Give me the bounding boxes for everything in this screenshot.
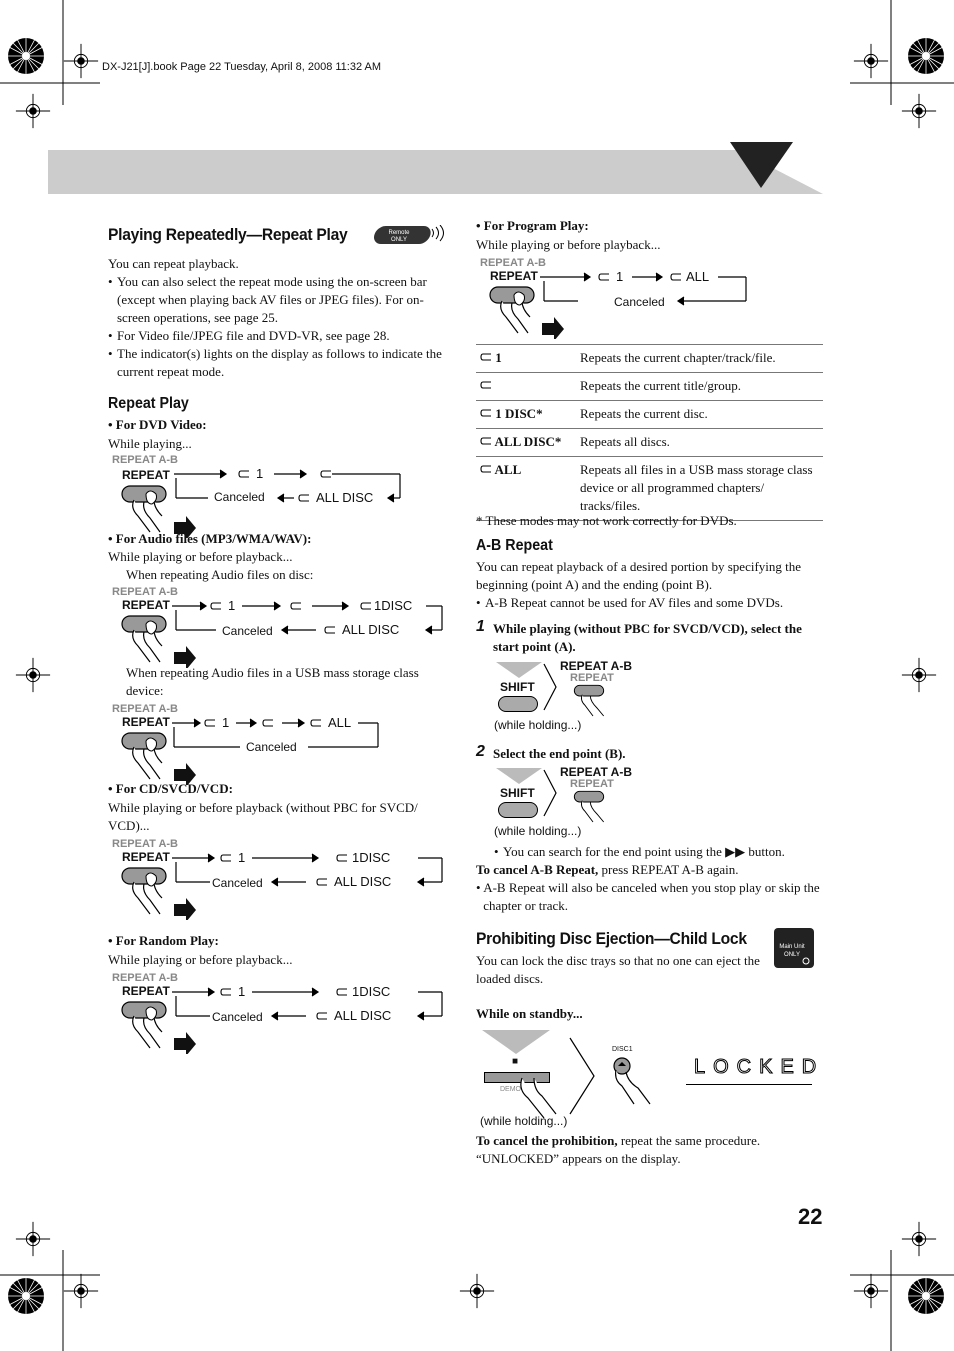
canceled-label: Canceled xyxy=(214,490,265,504)
header-band xyxy=(48,140,828,200)
ab-bullet: • A-B Repeat cannot be used for AV files and some DVDs. xyxy=(476,595,784,610)
standby-label: While on standby... xyxy=(476,1006,583,1021)
table-row xyxy=(476,429,823,457)
flow-lines xyxy=(112,703,412,775)
bullet-item: For Video file/JPEG file and DVD-VR, see page 28. xyxy=(117,328,390,343)
table-row xyxy=(476,345,823,373)
canceled-label: Canceled xyxy=(614,295,665,309)
stop-symbol: ■ xyxy=(512,1056,519,1067)
ab-bullet-text: A-B Repeat cannot be used for AV files and some DVDs. xyxy=(485,595,784,610)
cd-repeat-diagram xyxy=(112,838,452,910)
bullet-list: • You can also select the repeat mode using the on-screen bar (except when playing back AV files or JPEG files). For on-screen operations, see page 25. • For Video file/JPEG file and DVD-VR, see page 28. • The indicator(s) lights on the display as follows to indicate the current repeat mode. xyxy=(108,273,456,381)
shift-ab-diagram-1 xyxy=(490,658,650,738)
press-down-arrow-icon xyxy=(494,660,544,680)
mode-one-disc: 1DISC xyxy=(374,598,413,613)
flow-lines xyxy=(112,586,452,658)
mode-one: 1 xyxy=(616,269,624,284)
repeat-label: REPEAT xyxy=(122,984,170,998)
cancel-ab-rest: press REPEAT A-B again. xyxy=(598,862,739,877)
demo-label: DEMO xyxy=(500,1086,521,1093)
desc-cell: Repeats all discs. xyxy=(576,429,823,457)
section-title-repeat-play: Playing Repeatedly—Repeat Play xyxy=(108,225,348,244)
random-label: • For Random Play: xyxy=(108,933,219,948)
repeat-label: REPEAT xyxy=(122,850,170,864)
audio-label: • For Audio files (MP3/WMA/WAV): xyxy=(108,531,312,546)
bullet-item: You can also select the repeat mode using the on-screen bar (except when playing back AV files or JPEG files). For on-screen operations, see page 25. xyxy=(117,274,427,325)
repeat-ab-label: REPEAT A-B xyxy=(112,838,178,850)
svg-text:ONLY: ONLY xyxy=(784,952,800,958)
step-1-text: While playing (without PBC for SVCD/VCD), select the start point (A). xyxy=(493,621,802,654)
shift-button[interactable] xyxy=(498,802,538,818)
bracket-arrow-icon xyxy=(542,768,560,818)
cancel-prohibition xyxy=(476,1132,760,1150)
svg-text:ONLY: ONLY xyxy=(391,237,407,243)
mode-all-disc: ALL DISC xyxy=(334,1008,392,1023)
step-2-number: 2 xyxy=(476,743,485,760)
bullet-item: The indicator(s) lights on the display as follows to indicate the current repeat mode. xyxy=(117,346,442,379)
desc-cell: Repeats the current disc. xyxy=(576,401,823,429)
audio-desc: While playing or before playback... xyxy=(108,549,293,564)
audio-usb-diagram xyxy=(112,703,412,775)
canceled-label: Canceled xyxy=(246,740,297,754)
page-number: 22 xyxy=(798,1204,823,1229)
mode-one: 1 xyxy=(238,984,246,999)
locked-text: LOCKED xyxy=(694,1056,825,1078)
repeat-ab-label: REPEAT A-B xyxy=(560,659,632,673)
mode-one: 1 xyxy=(228,598,236,613)
audio-disc-note: When repeating Audio files on disc: xyxy=(126,567,314,582)
unlocked-note: “UNLOCKED” appears on the display. xyxy=(476,1151,681,1166)
table-note: * These modes may not work correctly for DVDs. xyxy=(476,513,737,528)
cd-desc: While playing or before playback (without PBC for SVCD/ VCD)... xyxy=(108,800,418,833)
child-lock-diagram xyxy=(478,1026,823,1130)
press-down-arrow-icon xyxy=(494,766,544,786)
while-holding-label: (while holding...) xyxy=(494,824,582,838)
cd-label: • For CD/SVCD/VCD: xyxy=(108,781,233,796)
cancel-ab xyxy=(476,861,739,879)
program-desc: While playing or before playback... xyxy=(476,237,661,252)
desc-cell: Repeats the current title/group. xyxy=(576,373,823,401)
mode-all-disc: ALL DISC xyxy=(334,874,392,889)
main-unit-only-icon xyxy=(772,926,818,972)
table-row xyxy=(476,373,823,401)
ab-intro: You can repeat playback of a desired portion by specifying the beginning (point A) and the ending (point B). xyxy=(476,559,802,592)
step-1-number: 1 xyxy=(476,618,485,635)
audio-usb-note: When repeating Audio files in a USB mass storage class device: xyxy=(126,665,419,698)
repeat-icon xyxy=(480,436,492,446)
search-note: • You can search for the end point using the ▶▶ button. xyxy=(494,844,785,859)
svg-text:Main Unit: Main Unit xyxy=(779,944,805,950)
repeat-ab-label: REPEAT A-B xyxy=(560,765,632,779)
mode-cell: 1 DISC* xyxy=(495,406,543,421)
mode-all: ALL xyxy=(328,715,352,730)
repeat-label: REPEAT xyxy=(570,672,614,684)
repeat-mode-table xyxy=(476,344,823,521)
bracket-arrow-icon xyxy=(568,1036,598,1116)
mode-all: ALL xyxy=(686,269,710,284)
repeat-icon xyxy=(480,352,492,362)
dvd-repeat-diagram xyxy=(112,454,412,526)
repeat-label: REPEAT xyxy=(490,269,538,283)
intro-text: You can repeat playback. xyxy=(108,256,239,271)
desc-cell: Repeats the current chapter/track/file. xyxy=(576,345,823,373)
disc1-button-icon[interactable] xyxy=(608,1054,668,1110)
dvd-label: • For DVD Video: xyxy=(108,417,207,432)
ab-cancel-note-text: A-B Repeat will also be canceled when you stop play or skip the chapter or track. xyxy=(483,880,820,913)
program-label: • For Program Play: xyxy=(476,218,589,233)
while-holding-label: (while holding...) xyxy=(480,1114,568,1128)
ab-cancel-note: • A-B Repeat will also be canceled when you stop play or skip the chapter or track. xyxy=(476,879,824,915)
repeat-ab-label: REPEAT A-B xyxy=(112,454,178,466)
mode-cell: 1 xyxy=(495,350,502,365)
dvd-desc: While playing... xyxy=(108,436,192,451)
random-repeat-diagram xyxy=(112,972,452,1044)
cancel-prohibition-bold: To cancel the prohibition, xyxy=(476,1133,618,1148)
repeat-ab-button-hand-icon xyxy=(562,786,632,826)
mode-cell: ALL DISC* xyxy=(494,434,562,449)
repeat-icon xyxy=(480,464,492,474)
mode-one: 1 xyxy=(222,715,230,730)
canceled-label: Canceled xyxy=(222,624,273,638)
audio-disc-diagram xyxy=(112,586,452,658)
repeat-ab-label: REPEAT A-B xyxy=(112,703,178,715)
repeat-label: REPEAT xyxy=(122,715,170,729)
repeat-ab-label: REPEAT A-B xyxy=(480,257,546,269)
program-repeat-diagram xyxy=(480,257,780,329)
section-title-child-lock: Prohibiting Disc Ejection—Child Lock xyxy=(476,929,747,948)
remote-only-icon xyxy=(372,225,450,247)
shift-label: SHIFT xyxy=(500,680,535,694)
ab-repeat-heading: A-B Repeat xyxy=(476,537,553,554)
book-info: DX-J21[J].book Page 22 Tuesday, April 8, 2008 11:32 AM xyxy=(102,61,382,73)
desc-cell: Repeats all files in a USB mass storage class device or all programmed chapters/ tracks/files. xyxy=(576,457,823,521)
mode-all-disc: ALL DISC xyxy=(316,490,374,505)
random-desc: While playing or before playback... xyxy=(108,952,293,967)
repeat-play-heading: Repeat Play xyxy=(108,395,189,412)
svg-text:Remote: Remote xyxy=(388,230,410,236)
repeat-label: REPEAT xyxy=(122,598,170,612)
cancel-prohibition-rest: repeat the same procedure. xyxy=(617,1133,761,1148)
repeat-ab-button-hand-icon xyxy=(562,680,632,720)
repeat-ab-label: REPEAT A-B xyxy=(112,586,178,598)
disc1-label: DISC1 xyxy=(612,1046,633,1053)
shift-button[interactable] xyxy=(498,696,538,712)
canceled-label: Canceled xyxy=(212,1010,263,1024)
repeat-ab-label: REPEAT A-B xyxy=(112,972,178,984)
locked-display xyxy=(686,1056,825,1085)
mode-all-disc: ALL DISC xyxy=(342,622,400,637)
flow-lines xyxy=(112,972,452,1044)
mode-one-disc: 1DISC xyxy=(352,984,391,999)
mode-one: 1 xyxy=(238,850,246,865)
shift-label: SHIFT xyxy=(500,786,535,800)
table-row xyxy=(476,401,823,429)
canceled-label: Canceled xyxy=(212,876,263,890)
flow-lines xyxy=(480,257,780,329)
search-note-text: You can search for the end point using the ▶▶ button. xyxy=(503,844,785,859)
press-down-arrow-icon xyxy=(480,1028,552,1056)
mode-one: 1 xyxy=(256,466,264,481)
repeat-icon xyxy=(480,380,492,390)
repeat-label: REPEAT xyxy=(570,778,614,790)
repeat-icon xyxy=(480,408,492,418)
repeat-label: REPEAT xyxy=(122,468,170,482)
flow-lines xyxy=(112,838,452,910)
step-2-text: Select the end point (B). xyxy=(493,746,626,761)
bracket-arrow-icon xyxy=(542,662,560,712)
cancel-ab-bold: To cancel A-B Repeat, xyxy=(476,862,599,877)
while-holding-label: (while holding...) xyxy=(494,718,582,732)
mode-cell: ALL xyxy=(494,462,522,477)
child-intro: You can lock the disc trays so that no one can eject the loaded discs. xyxy=(476,953,760,986)
table-row xyxy=(476,457,823,521)
mode-one-disc: 1DISC xyxy=(352,850,391,865)
shift-ab-diagram-2 xyxy=(490,764,650,844)
